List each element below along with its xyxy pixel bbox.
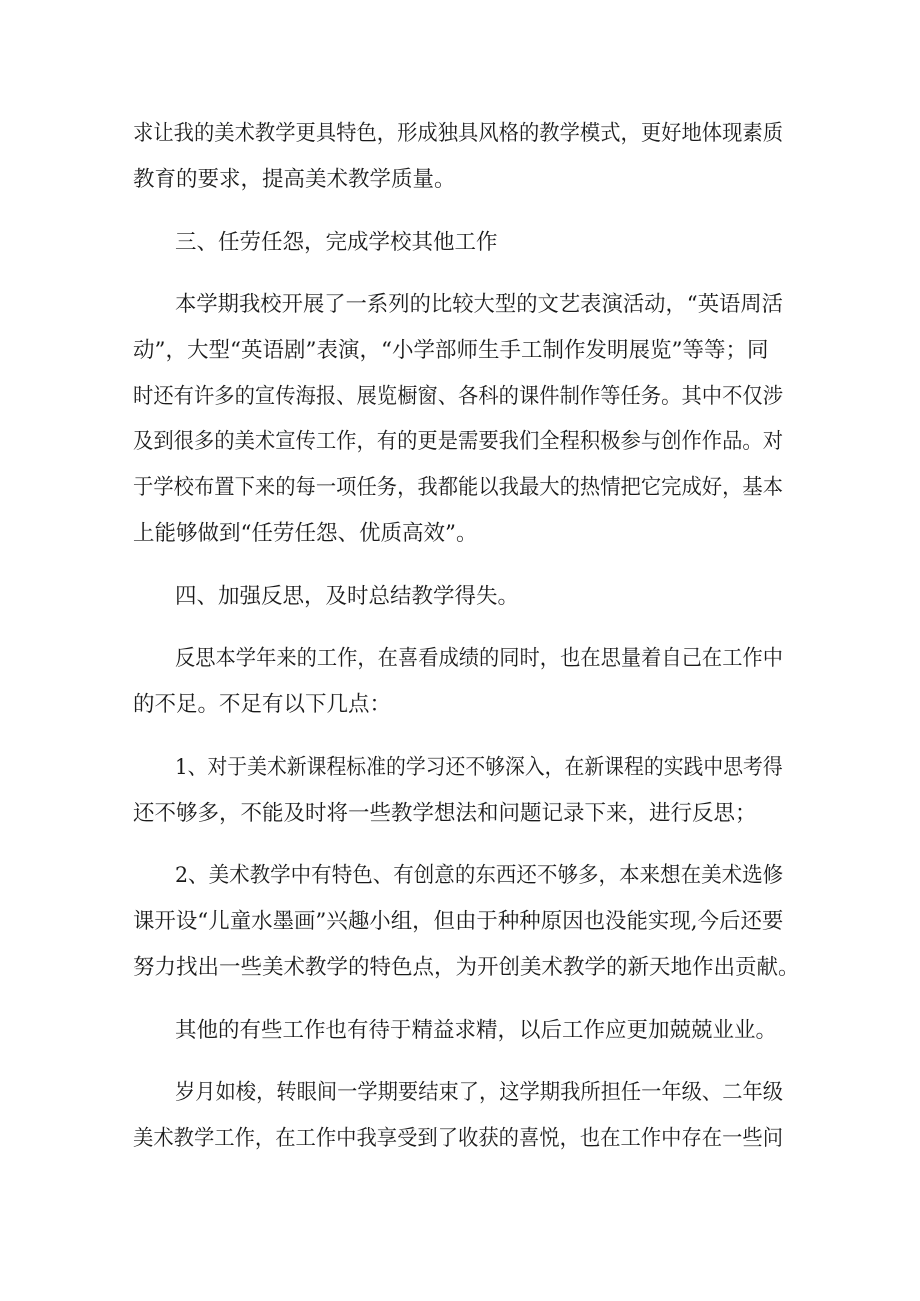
- text-line-content: 时还有许多的宣传海报、展览橱窗、各科的课件制作等任务。其中不仅涉: [133, 384, 784, 409]
- text-line-content: 岁月如梭，转眼间一学期要结束了，这学期我所担任一年级、二年级: [175, 1080, 784, 1105]
- list-item-text: 2、美术教学中有特色、有创意的东西还不够多，本来想在美术选修: [175, 863, 784, 888]
- text-line-content: 教育的要求，提高美术教学质量。: [133, 167, 456, 192]
- section-heading-text: 三、任劳任怨，完成学校其他工作: [175, 230, 498, 255]
- text-line-content: 上能够做到“任劳任怨、优质高效”。: [133, 521, 478, 546]
- list-item-text: 1、对于美术新课程标准的学习还不够深入，在新课程的实践中思考得: [175, 755, 783, 780]
- text-line: [0, 114, 920, 154]
- text-line: [0, 331, 920, 371]
- text-line-content: 美术教学工作，在工作中我享受到了收获的喜悦，也在工作中存在一些问: [133, 1126, 784, 1151]
- text-line-content: 还不够多，不能及时将一些教学想法和问题记录下来，进行反思；: [133, 801, 757, 826]
- text-line: [0, 794, 920, 834]
- text-line-content: 的不足。不足有以下几点：: [133, 692, 392, 717]
- text-line-content: 努力找出一些美术教学的特色点，为开创美术教学的新天地作出贡献。: [133, 955, 800, 980]
- text-line: [0, 160, 920, 200]
- text-line: [0, 377, 920, 417]
- text-line: [0, 285, 920, 325]
- text-line-content: 动”，大型“英语剧”表演，“小学部师生手工制作发明展览”等等；同: [133, 338, 769, 363]
- text-line-content: 于学校布置下来的每一项任务，我都能以我最大的热情把它完成好，基本: [133, 475, 784, 500]
- text-line: [0, 948, 920, 988]
- text-line: [0, 1119, 920, 1159]
- text-line-content: 课开设“儿童水墨画”兴趣小组，但由于种种原因也没能实现,今后还要: [133, 909, 784, 934]
- list-item: [0, 856, 920, 896]
- text-line: [0, 639, 920, 679]
- section-heading-text: 四、加强反思，及时总结教学得失。: [175, 584, 520, 609]
- text-line-content: 反思本学年来的工作，在喜看成绩的同时，也在思量着自己在工作中: [175, 646, 784, 671]
- list-item: [0, 748, 920, 788]
- text-line: [0, 422, 920, 462]
- text-line: [0, 1073, 920, 1113]
- section-heading: [0, 577, 920, 617]
- text-line-content: 其他的有些工作也有待于精益求精，以后工作应更加兢兢业业。: [175, 1018, 778, 1043]
- text-line-content: 及到很多的美术宣传工作，有的更是需要我们全程积极参与创作作品。对: [133, 429, 784, 454]
- text-line: [0, 685, 920, 725]
- text-line: [0, 1011, 920, 1051]
- text-line: [0, 902, 920, 942]
- text-line-content: 本学期我校开展了一系列的比较大型的文艺表演活动，“英语周活: [175, 292, 783, 317]
- section-heading: [0, 223, 920, 263]
- text-line: [0, 468, 920, 508]
- text-line: [0, 514, 920, 554]
- text-line-content: 求让我的美术教学更具特色，形成独具风格的教学模式，更好地体现素质: [133, 121, 784, 146]
